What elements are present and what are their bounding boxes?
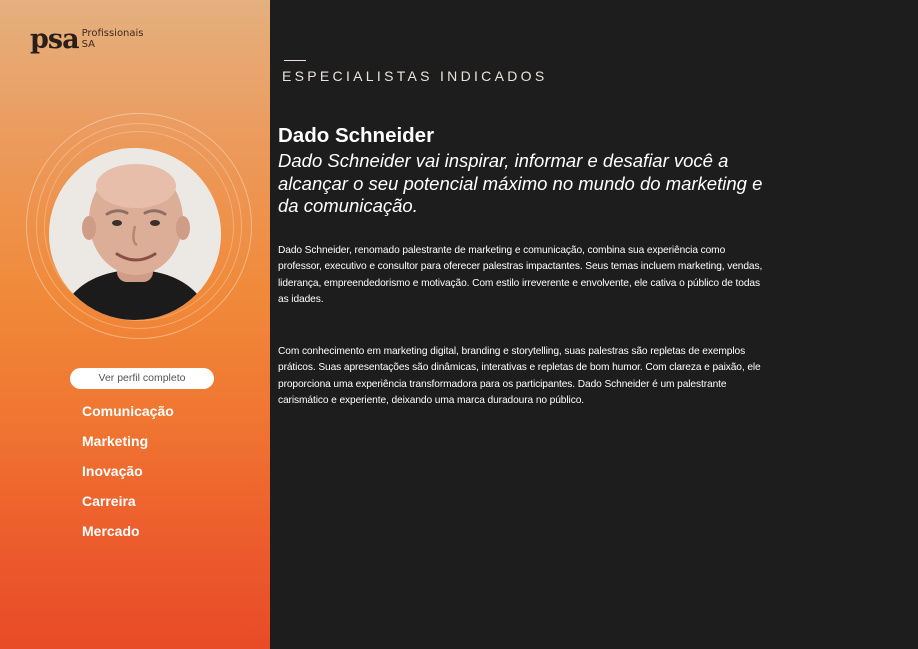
speaker-tagline: Dado Schneider vai inspirar, informar e desafiar você a alcançar o seu potencial máximo no mundo do marketing e da comunicação. bbox=[278, 150, 763, 216]
speaker-portrait-illustration bbox=[49, 148, 221, 320]
menu-item-comunicacao[interactable]: Comunicação bbox=[82, 403, 174, 419]
menu-item-carreira[interactable]: Carreira bbox=[82, 493, 136, 509]
section-title: ESPECIALISTAS INDICADOS bbox=[282, 68, 548, 84]
bio-paragraph: Dado Schneider, renomado palestrante de marketing e comunicação, combina sua experiência como professor, executivo e consultor para oferecer palestras impactantes. Seus temas incluem marketing, vendas, liderança, empreendedorismo e motivação. Com estilo irreverente e envolvente, ele cativa o público de todas as idades. bbox=[278, 245, 763, 305]
main-content bbox=[270, 0, 918, 649]
speaker-name: Dado Schneider bbox=[278, 124, 435, 147]
logo-mark: psa bbox=[30, 24, 79, 55]
logo-text-line2: SA bbox=[81, 39, 95, 50]
section-title-rule bbox=[284, 60, 306, 61]
brand-logo[interactable] bbox=[30, 26, 144, 54]
sidebar bbox=[0, 0, 270, 649]
topic-menu bbox=[82, 402, 174, 552]
logo-text-line1: Profissionais bbox=[81, 28, 144, 39]
menu-item-inovacao[interactable]: Inovação bbox=[82, 463, 143, 479]
menu-item-marketing[interactable]: Marketing bbox=[82, 433, 149, 449]
bio-paragraph: Com conhecimento em marketing digital, branding e storytelling, suas palestras são repletas de exemplos práticos. Suas apresentações são dinâmicas, interativas e repletas de bom humor. Com clareza e paixão, ele proporciona uma experiência transformadora para os participantes. Dado Schneider é um palestrante carismático e experiente, deixando uma marca duradoura no público. bbox=[278, 346, 761, 406]
logo-text bbox=[82, 28, 144, 50]
view-full-profile-button[interactable]: Ver perfil completo bbox=[70, 368, 214, 389]
menu-item-mercado[interactable]: Mercado bbox=[82, 523, 140, 539]
speaker-photo bbox=[49, 148, 221, 320]
